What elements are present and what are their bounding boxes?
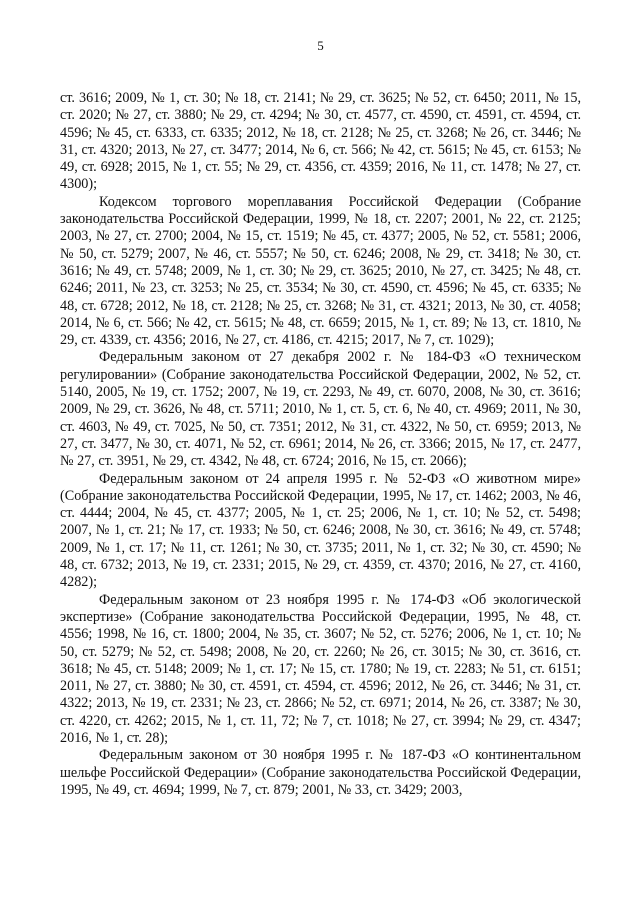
paragraph-merchant-shipping-code: Кодексом торгового мореплавания Российской Федерации (Собрание законодательства Российской Федерации, 1999, № 18, ст. 2207; 2001, № 22, ст. 2125; 2003, № 27, ст. 2700; 2004, № 15, ст. 1519; № 45, ст. 4377; 2005, № 52, ст. 5581; 2006, № 50, ст. 5279; 2007, № 46, ст. 5557; № 50, ст. 6246; 2008, № 29, ст. 3418; № 30, ст. 3616; № 49, ст. 5748; 2009, № 1, ст. 30; № 29, ст. 3625; 2010, № 27, ст. 3425; № 48, ст. 6246; 2011, № 23, ст. 3253; № 25, ст. 3534; № 30, ст. 4590, ст. 4596; № 45, ст. 6335; № 48, ст. 6728; 2012, № 18, ст. 2128; № 25, ст. 3268; № 31, ст. 4321; 2013, № 30, ст. 4058; 2014, № 6, ст. 566; № 42, ст. 5615; № 48, ст. 6659; 2015, № 1, ст. 89; № 13, ст. 1810, № 29, ст. 4339, ст. 4356; 2016, № 27, ст. 4186, ст. 4215; 2017, № 7, ст. 1029); xyxy=(60,193,581,349)
paragraph-animal-world-law: Федеральным законом от 24 апреля 1995 г. № 52-ФЗ «О животном мире» (Собрание законодательства Российской Федерации, 1995, № 17, ст. 1462; 2003, № 46, ст. 4444; 2004, № 45, ст. 4377; 2005, № 1, ст. 25; 2006, № 1, ст. 10; № 52, ст. 5498; 2007, № 1, ст. 21; № 17, ст. 1933; № 50, ст. 6246; 2008, № 30, ст. 3616; № 49, ст. 5748; 2009, № 1, ст. 17; № 11, ст. 1261; № 30, ст. 3735; 2011, № 1, ст. 32; № 30, ст. 4590; № 48, ст. 6732; 2013, № 19, ст. 2331; 2015, № 29, ст. 4359, ст. 4370; 2016, № 27, ст. 4160, 4282); xyxy=(60,470,581,591)
paragraph-continuation: ст. 3616; 2009, № 1, ст. 30; № 18, ст. 2141; № 29, ст. 3625; № 52, ст. 6450; 2011, № 15, ст. 2020; № 27, ст. 3880; № 29, ст. 4294; № 30, ст. 4577, ст. 4590, ст. 4591, ст. 4594, ст. 4596; № 45, ст. 6333, ст. 6335; 2012, № 18, ст. 2128; № 25, ст. 3268; № 26, ст. 3446; № 31, ст. 4320; 2013, № 27, ст. 3477; 2014, № 6, ст. 566; № 42, ст. 5615; № 45, ст. 6153; № 49, ст. 6928; 2015, № 1, ст. 55; № 29, ст. 4356, ст. 4359; 2016, № 11, ст. 1478; № 27, ст. 4300); xyxy=(60,90,581,193)
paragraph-continental-shelf-law: Федеральным законом от 30 ноября 1995 г. № 187-ФЗ «О континентальном шельфе Российской Федерации» (Собрание законодательства Российской Федерации, 1995, № 49, ст. 4694; 1999, № 7, ст. 879; 2001, № 33, ст. 3429; 2003, xyxy=(60,747,581,798)
paragraph-technical-regulation-law: Федеральным законом от 27 декабря 2002 г. № 184-ФЗ «О техническом регулировании» (Собрание законодательства Российской Федерации, 2002, № 52, ст. 5140, 2005, № 19, ст. 1752; 2007, № 19, ст. 2293, № 49, ст. 6070, 2008, № 30, ст. 3616; 2009, № 29, ст. 3626, № 48, ст. 5711; 2010, № 1, ст. 5, ст. 6, № 40, ст. 4969; 2011, № 30, ст. 4603, № 49, ст. 7025, № 50, ст. 7351; 2012, № 31, ст. 4322, № 50, ст. 6959; 2013, № 27, ст. 3477, № 30, ст. 4071, № 52, ст. 6961; 2014, № 26, ст. 3366; 2015, № 17, ст. 2477, № 27, ст. 3951, № 29, ст. 4342, № 48, ст. 6724; 2016, № 15, ст. 2066); xyxy=(60,349,581,470)
document-page xyxy=(60,0,581,905)
document-body xyxy=(60,90,581,799)
paragraph-ecological-expertise-law: Федеральным законом от 23 ноября 1995 г. № 174-ФЗ «Об экологической экспертизе» (Собрание законодательства Российской Федерации, 1995, № 48, ст. 4556; 1998, № 16, ст. 1800; 2004, № 35, ст. 3607; № 52, ст. 5276; 2006, № 1, ст. 10; № 50, ст. 5279; № 52, ст. 5498; 2008, № 20, ст. 2260; № 26, ст. 3015; № 30, ст. 3616, ст. 3618; № 45, ст. 5148; 2009; № 1, ст. 17; № 15, ст. 1780; № 19, ст. 2283; № 51, ст. 6151; 2011, № 27, ст. 3880; № 30, ст. 4591, ст. 4594, ст. 4596; 2012, № 26, ст. 3446; № 31, ст. 4322; 2013, № 19, ст. 2331; № 23, ст. 2866; № 52, ст. 6971; 2014, № 26, ст. 3387; № 30, ст. 4220, ст. 4262; 2015, № 1, ст. 11, 72; № 7, ст. 1018; № 27, ст. 3994; № 29, ст. 4347; 2016, № 1, ст. 28); xyxy=(60,591,581,746)
page-number: 5 xyxy=(317,38,324,53)
